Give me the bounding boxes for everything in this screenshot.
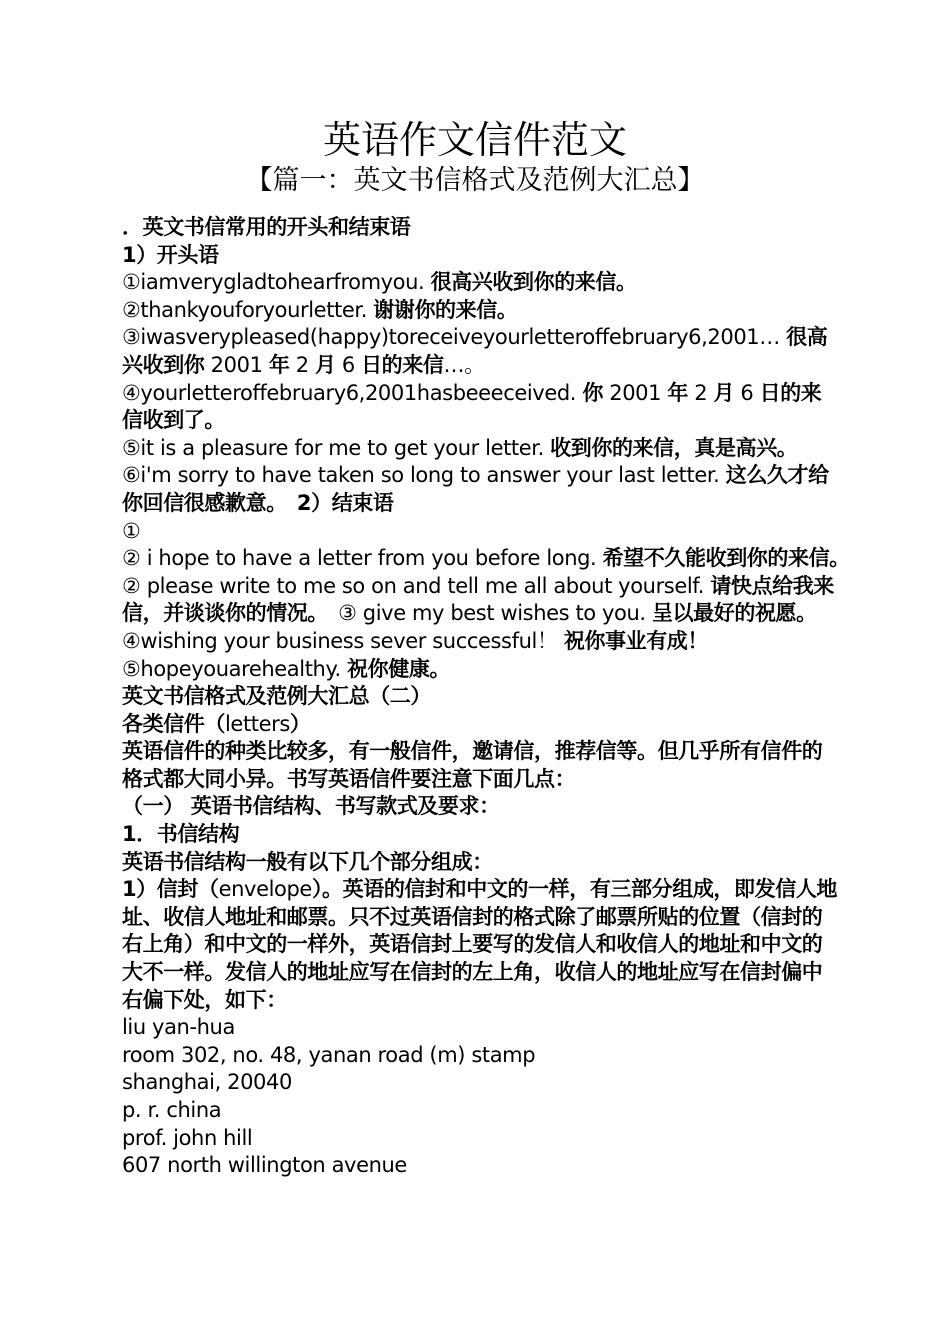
text-paragraph [116,628,840,656]
text-paragraph [116,1152,840,1180]
text-paragraph [116,793,840,821]
text-paragraph [116,214,840,242]
text-run: ② i hope to have a letter from you before long. [122,546,603,571]
text-run: 祝你健康。 [347,656,451,681]
text-run: 月 [314,352,336,377]
text-run: ③ give my best wishes to you. [317,601,652,626]
text-run: ⑥i'm sorry to have taken so long to answer your last letter. [122,463,726,488]
text-paragraph [116,656,840,684]
text-run: p. r. china [122,1098,222,1122]
text-paragraph [116,269,840,297]
text-paragraph [116,738,840,793]
text-paragraph [116,324,840,379]
text-run: 日的来信收到了。 [122,380,822,433]
text-paragraph [116,683,840,711]
text-run: ① [122,518,141,543]
text-run: room 302, no. 48, yanan road (m) stamp [122,1042,536,1067]
text-run: liu yan-hua [122,1015,235,1040]
text-run: 很高兴收到你的来信。 [430,270,637,295]
text-run: ．英文书信常用的开头和结束语 [122,215,411,239]
text-paragraph [116,1097,840,1125]
text-run: 1．书信结构 [122,822,240,847]
text-run: 英文书信格式及范例大汇总（二） [122,684,431,709]
text-paragraph [116,1069,840,1097]
text-run: shanghai, 20040 [122,1070,292,1095]
text-run: prof. john hill [122,1125,253,1150]
text-paragraph [116,1125,840,1153]
text-run: ⑤hopeyouarehealthy. [122,656,348,681]
text-run: ） [289,711,311,736]
text-run: 年 [268,352,290,377]
text-run: ④yourletteroffebruary6,2001hasbeeeceived. [122,380,583,405]
text-run: 英语书信结构一般有以下几个部分组成： [122,849,493,874]
document-body [116,214,860,1180]
text-run: envelope [218,877,312,902]
text-run: 1）信封（ [122,877,219,902]
text-run: 2 [687,380,714,405]
text-run: ③iwasverypleased(happy)toreceiveyourletteroffebruary6,2001… [122,325,787,350]
text-run: 各类信件（ [122,711,225,736]
text-paragraph [116,876,840,1014]
text-paragraph [116,435,840,463]
text-run: 你 [582,380,603,405]
text-run: 2001 [602,380,668,405]
text-paragraph [116,380,840,435]
text-run: （一） 英语书信结构、书写款式及要求： [122,794,500,819]
text-run: 年 [667,380,688,405]
text-paragraph [116,1014,840,1042]
text-run: 1）开头语 [122,242,219,267]
text-run: 日的来信 [361,352,444,377]
text-paragraph [116,297,840,325]
text-paragraph [116,849,840,877]
text-paragraph [116,1042,840,1070]
text-run: ①iamverygladtohearfromyou. [122,270,431,295]
text-run: 2001 [204,352,269,377]
text-run: 英语信件的种类比较多，有一般信件，邀请信，推荐信等。但几乎所有信件的格式都大同小异。书写英语信件要注意下面几点： [122,739,823,791]
text-run: 月 [713,380,735,405]
text-run: 祝你事业有成！ [563,628,709,653]
text-run: 607 north willington avenue [122,1153,407,1178]
text-paragraph [116,462,840,517]
text-run: …。 [443,352,485,377]
text-run: letters [225,711,290,736]
text-run: ④wishing your business sever successful！ [122,628,564,653]
text-paragraph [116,711,840,739]
text-run: 请快点给我来信，并谈谈你的情况。 [122,573,834,626]
text-run: 这么久才给你回信很感歉意。 2）结束语 [122,463,829,515]
text-run: 很高兴收到你 [122,325,828,377]
document-subtitle: 【篇一：英文书信格式及范例大汇总】 [245,165,705,196]
text-paragraph [116,242,840,270]
text-run: 2 [289,352,315,377]
text-run: ）。英语的信封和中文的一样，有三部分组成，即发信人地址、收信人地址和邮票。只不过英语信封的格式除了邮票所贴的位置（信封的右上角）和中文的一样外，英语信封上要写的发信人和收信人的地址和中文的大不一样。发信人的地址应写在信封的左上角，收信人的地址应写在信封偏中右偏下处，如下： [122,877,838,1012]
text-run: 谢谢你的来信。 [373,297,518,322]
text-run: ② please write to me so on and tell me all about yourself. [122,546,860,598]
text-run: 6 [335,352,362,377]
text-run: ②thankyouforyourletter. [122,297,374,322]
text-run: 6 [734,380,760,405]
text-run: 收到你的来信，真是高兴。 [550,435,798,460]
text-paragraph [116,821,840,849]
text-run: ⑤it is a pleasure for me to get your letter. [122,435,551,460]
text-paragraph [116,518,840,546]
document-title: 英语作文信件范文 [322,118,627,162]
text-paragraph [116,545,860,628]
text-run: 希望不久能收到你的来信。 [602,546,840,571]
text-run: 呈以最好的祝愿。 [651,601,817,626]
